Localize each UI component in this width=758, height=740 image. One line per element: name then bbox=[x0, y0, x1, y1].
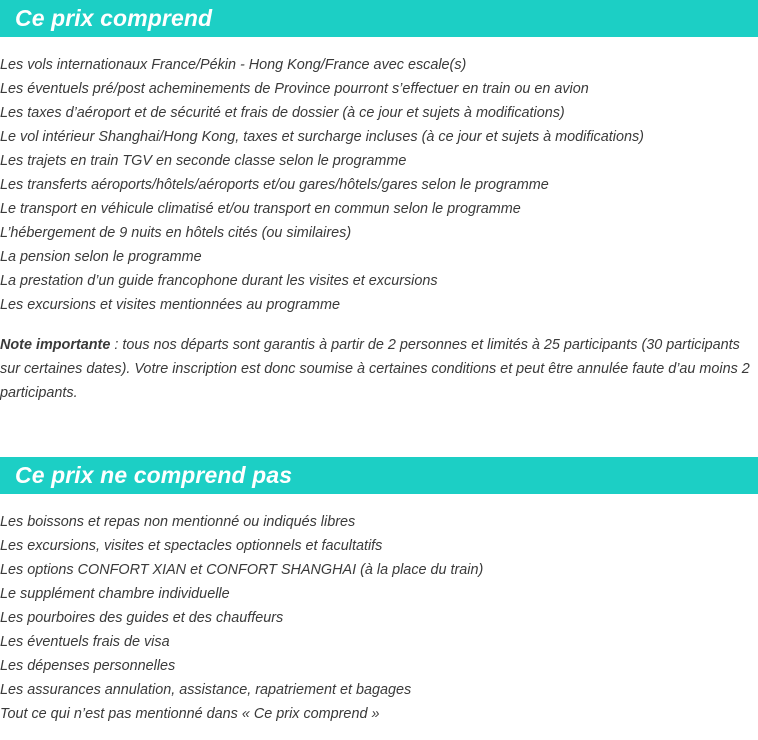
excluded-item: Les dépenses personnelles bbox=[0, 658, 176, 674]
excluded-section-title bbox=[0, 457, 758, 494]
excluded-title-text: Ce prix ne comprend pas bbox=[15, 462, 293, 488]
included-item: Les excursions et visites mentionnées au programme bbox=[0, 297, 340, 313]
included-item: Les transferts aéroports/hôtels/aéroports et/ou gares/hôtels/gares selon le programme bbox=[0, 177, 549, 193]
excluded-item: Les assurances annulation, assistance, rapatriement et bagages bbox=[0, 682, 412, 698]
included-item: La prestation d’un guide francophone durant les visites et excursions bbox=[0, 273, 438, 289]
excluded-item: Les boissons et repas non mentionné ou indiqués libres bbox=[0, 514, 356, 530]
included-list bbox=[0, 53, 758, 317]
important-note-label: Note importante bbox=[0, 337, 111, 353]
included-item: Le vol intérieur Shanghai/Hong Kong, taxes et surcharge incluses (à ce jour et sujets à modifications) bbox=[0, 129, 644, 145]
included-item: La pension selon le programme bbox=[0, 249, 202, 265]
included-item: Les trajets en train TGV en seconde classe selon le programme bbox=[0, 153, 407, 169]
excluded-list bbox=[0, 510, 758, 726]
excluded-item: Les éventuels frais de visa bbox=[0, 634, 170, 650]
excluded-item: Les pourboires des guides et des chauffeurs bbox=[0, 610, 284, 626]
important-note bbox=[0, 333, 758, 405]
excluded-item: Tout ce qui n’est pas mentionné dans « Ce prix comprend » bbox=[0, 706, 380, 722]
excluded-item: Les options CONFORT XIAN et CONFORT SHANGHAI (à la place du train) bbox=[0, 562, 484, 578]
included-item: Les taxes d’aéroport et de sécurité et frais de dossier (à ce jour et sujets à modifications) bbox=[0, 105, 565, 121]
excluded-item: Le supplément chambre individuelle bbox=[0, 586, 230, 602]
included-item: Les vols internationaux France/Pékin - Hong Kong/France avec escale(s) bbox=[0, 57, 467, 73]
included-item: L’hébergement de 9 nuits en hôtels cités (ou similaires) bbox=[0, 225, 352, 241]
important-note-text: : tous nos départs sont garantis à partir de 2 personnes et limités à 25 participants (30 participants sur certaines dates). Votre inscription est donc soumise à certaines conditions et peut être annulée faute d’au moins 2 participants. bbox=[0, 337, 750, 401]
included-item: Les éventuels pré/post acheminements de Province pourront s’effectuer en train ou en avion bbox=[0, 81, 589, 97]
included-section-title bbox=[0, 0, 758, 37]
excluded-item: Les excursions, visites et spectacles optionnels et facultatifs bbox=[0, 538, 383, 554]
included-item: Le transport en véhicule climatisé et/ou transport en commun selon le programme bbox=[0, 201, 521, 217]
included-title-text: Ce prix comprend bbox=[15, 5, 213, 31]
